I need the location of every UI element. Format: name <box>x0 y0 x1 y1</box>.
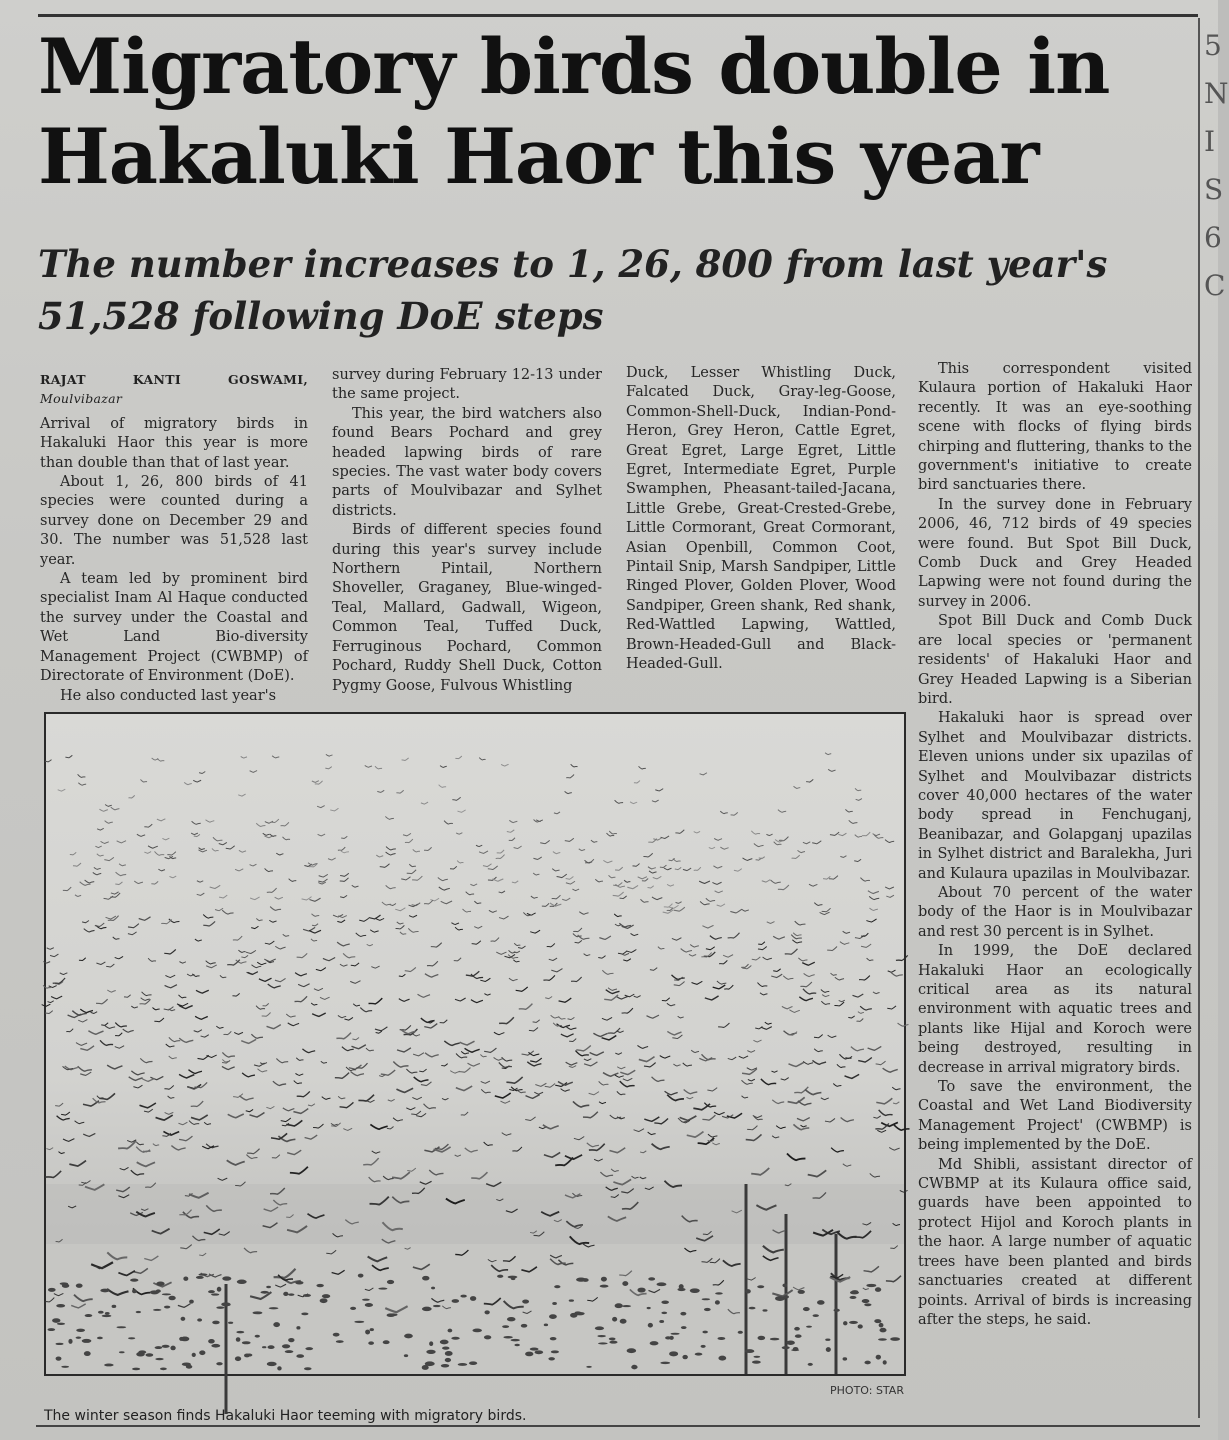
article-column-2 <box>332 366 602 696</box>
paragraph: This correspondent visited Kulaura portion of Hakaluki Haor recently. It was an eye-soothing scene with flocks of flying birds chirping and fluttering, thanks to the government's initiative to create bird sanctuaries there. <box>918 361 1192 494</box>
paragraph: He also conducted last year's <box>60 687 277 704</box>
paragraph: This year, the bird watchers also found Bears Pochard and grey headed lapwing birds of rare species. The vast water body covers parts of Moulvibazar and Sylhet districts. <box>332 405 602 519</box>
paragraph: About 70 percent of the water body of the Haor is in Moulvibazar and rest 30 percent is in Sylhet. <box>918 884 1192 940</box>
paragraph: To save the environment, the Coastal and Wet Land Biodiversity Management Project' (CWBMP) is being implemented by the DoE. <box>918 1079 1192 1154</box>
paragraph: About 1, 26, 800 birds of 41 species were counted during a survey done on December 29 and 30. The number was 51,528 last year. <box>40 474 308 568</box>
paragraph: Duck, Lesser Whistling Duck, Falcated Duck, Gray-leg-Goose, Common-Shell-Duck, Indian-Pond-Heron, Grey Heron, Cattle Egret, Great Egret, Large Egret, Little Egret, Intermediate Egret, Purple Swamphen, Pheasant-tailed-Jacana, Little Grebe, Great-Crested-Grebe, Little Cormorant, Great Cormorant, Asian Openbill, Common Coot, Pintail Snip, Marsh Sandpiper, Little Ringed Plover, Golden Plover, Wood Sandpiper, Green shank, Red shank, Red-Wattled Lapwing, Wattled, Brown-Headed-Gull and Black-Headed-Gull. <box>626 365 896 673</box>
byline <box>40 370 308 409</box>
photo-credit: PHOTO: STAR <box>830 1384 904 1397</box>
paragraph: Md Shibli, assistant director of CWBMP at its Kulaura office said, guards have been appointed to protect Hijol and Koroch plants in the haor. A large number of aquatic trees have been planted and birds sanctuaries created at different points. Arrival of birds is increasing after the steps, he said. <box>918 1156 1192 1328</box>
birds-photo <box>44 712 906 1376</box>
paragraph: Birds of different species found during this year's survey include Northern Pintail, Northern Shoveller, Graganey, Blue-winged-Teal, Mallard, Gadwall, Wigeon, Common Teal, Tuffed Duck, Ferruginous Pochard, Common Pochard, Ruddy Shell Duck, Cotton Pygmy Goose, Fulvous Whistling <box>332 522 602 694</box>
paragraph: In the survey done in February 2006, 46, 712 birds of 49 species were found. But Spot Bill Duck, Comb Duck and Grey Headed Lapwing were not found during the survey in 2006. <box>918 496 1192 610</box>
column-divider <box>1198 18 1200 1418</box>
article-column-4 <box>918 360 1192 1330</box>
byline-location: Moulvibazar <box>40 391 123 407</box>
bottom-rule <box>36 1425 1200 1427</box>
byline-name: RAJAT KANTI GOSWAMI, <box>40 372 308 387</box>
article-column-3 <box>626 364 896 675</box>
photo-caption: The winter season finds Hakaluki Haor teeming with migratory birds. <box>44 1408 527 1424</box>
paragraph: Spot Bill Duck and Comb Duck are local species or 'permanent residents' of Hakaluki Haor and Grey Headed Lapwing is a Siberian bird. <box>918 613 1192 707</box>
paragraph: In 1999, the DoE declared Hakaluki Haor an ecologically critical area as its natural environment with aquatic trees and plants like Hijal and Koroch were being destroyed, resulting in decrease in arrival migratory birds. <box>918 943 1192 1076</box>
paragraph: Arrival of migratory birds in Hakaluki Haor this year is more than double than that of last year. <box>40 415 308 471</box>
top-rule <box>38 14 1198 17</box>
headline: Migratory birds double in Hakaluki Haor this year <box>38 22 1110 201</box>
subheadline: The number increases to 1, 26, 800 from last year's 51,528 following DoE steps <box>38 242 1108 338</box>
adjacent-column-edge: 5 N I S 6 C <box>1204 29 1229 302</box>
paragraph: Hakaluki haor is spread over Sylhet and Moulvibazar districts. Eleven unions under six upazilas of Sylhet and Moulvibazar districts cover 40,000 hectares of the water body spread in Fenchuganj, Beanibazar, and Golapganj upazilas in Sylhet district and Baralekha, Juri and Kulaura upazilas in Moulvibazar. <box>918 710 1192 882</box>
paragraph: survey during February 12-13 under the same project. <box>332 367 602 403</box>
bird-flock-image <box>46 714 904 1374</box>
paragraph: A team led by prominent bird specialist Inam Al Haque conducted the survey under the Coastal and Wet Land Bio-diversity Management Project (CWBMP) of Directorate of Environment (DoE). <box>40 571 308 685</box>
article-column-1 <box>40 370 308 706</box>
